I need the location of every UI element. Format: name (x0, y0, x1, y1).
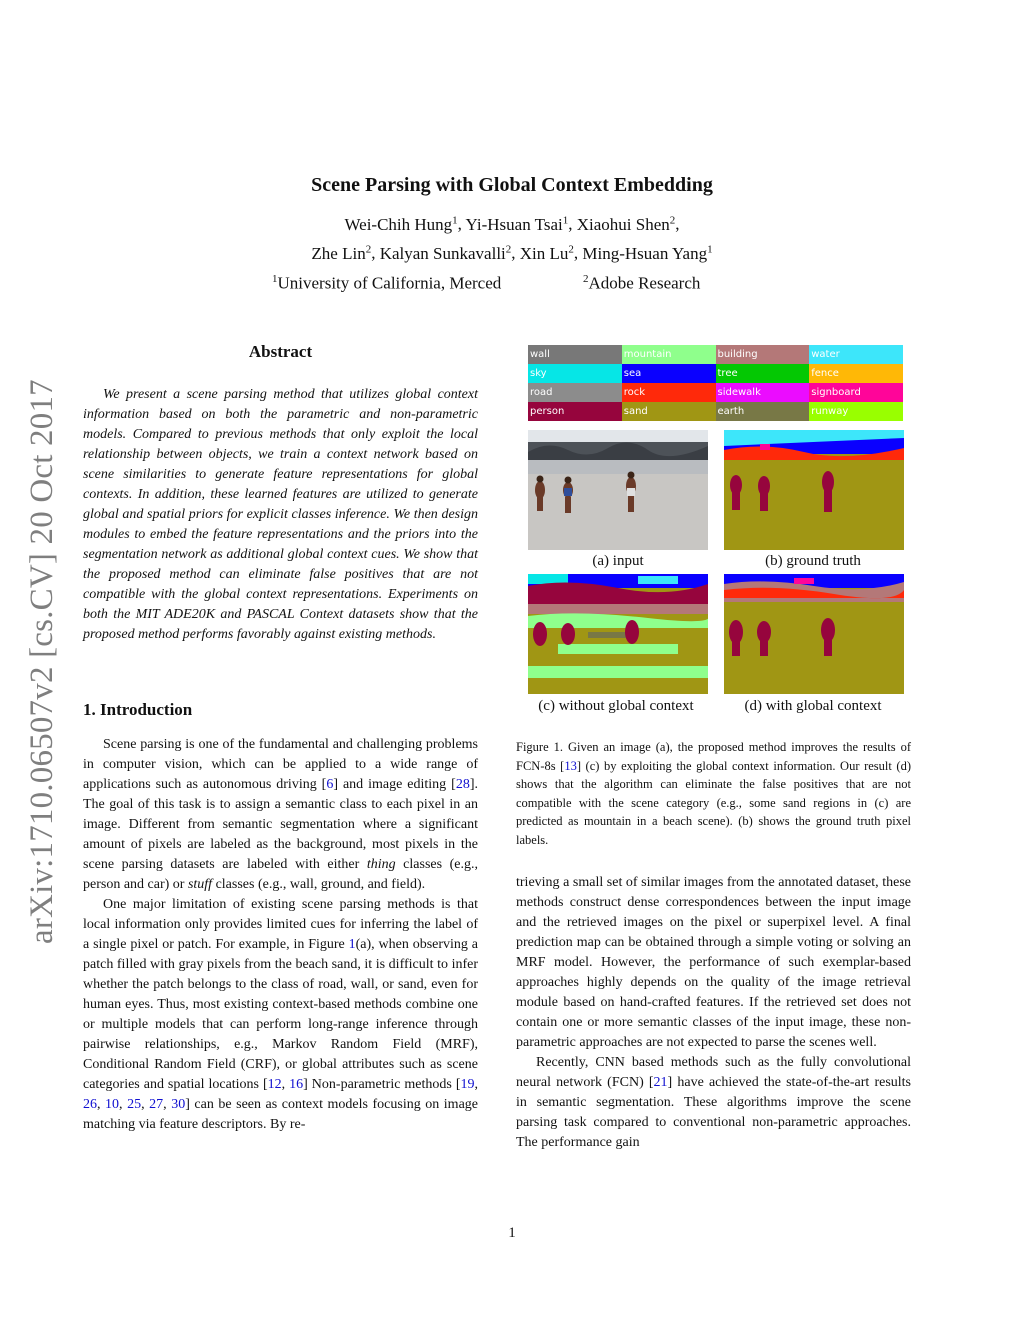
legend-item-runway: runway (809, 402, 903, 421)
citation-link[interactable]: 12 (267, 1077, 282, 1092)
legend-item-sand: sand (622, 402, 716, 421)
figure-panel-without-global-context (528, 574, 708, 694)
citation-link[interactable]: 26 (83, 1097, 97, 1112)
legend-item-sky: sky (528, 364, 622, 383)
intro-paragraph-2: One major limitation of existing scene parsing methods is that local information only provides limited cues for inferring the label of a single pixel or patch. For example, in Figure 1(a), when observing a patch filled with gray pixels from the beach sand, it is difficult to infer whether the patch belongs to the class of road, wall, or sand, even for human eyes. Thus, most existing context-based methods combine one or multiple models that can perform long-range inference through pairwise relationships, e.g., Markov Random Field (MRF), Conditional Random Field (CRF), or global attributes such as scene categories and spatial locations [12, 16] Non-parametric methods [19, 26, 10, 25, 27, 30] can be seen as context models focusing on image matching via feature descriptors. By re- (83, 897, 479, 1132)
arxiv-identifier: arXiv:1710.06507v2 [cs.CV] 20 Oct 2017 (24, 379, 60, 944)
author-name: Wei-Chih Hung$^1$ (344, 214, 458, 234)
affiliation-2: $^2$Adobe Research (583, 273, 701, 293)
caption-b: (b) ground truth (765, 553, 861, 569)
emphasis-text: thing (366, 857, 396, 872)
citation-link[interactable]: 27 (149, 1097, 164, 1112)
legend-item-road: road (528, 383, 622, 402)
citation-link[interactable]: 28 (455, 777, 470, 792)
legend-item-fence: fence (809, 364, 903, 383)
figure-panel-ground-truth (724, 430, 904, 550)
emphasis-text: stuff (187, 877, 213, 892)
page-number: 1 (508, 1225, 516, 1241)
citation-link[interactable]: 1 (348, 937, 356, 952)
legend-item-sea: sea (622, 364, 716, 383)
author-name: Yi-Hsuan Tsai$^1$ (465, 214, 569, 234)
figure-caption: Figure 1. Given an image (a), the proposed method improves the results of FCN-8s [13] (c) by exploiting the global context information. Our result (d) shows that the algorithm can eliminate the false positives that are not compatible with the scene category (e.g., some sand regions in (c) are predicted as mountain in a beach scene). (b) shows the ground truth pixel labels. (516, 740, 911, 847)
legend-item-water: water (809, 345, 903, 364)
section-heading-introduction: 1. Introduction (83, 700, 193, 719)
figure-panel-input-image (528, 430, 708, 550)
citation-link[interactable]: 21 (653, 1075, 668, 1090)
legend-item-mountain: mountain (622, 345, 716, 364)
right-paragraph-2: Recently, CNN based methods such as the fully convolutional neural network (FCN) [21] have achieved the state-of-the-art results in semantic segmentation. These algorithms improve the scene parsing task compared to conventional non-parametric approaches. The performance gain (516, 1055, 911, 1150)
class-color-legend (528, 345, 903, 421)
author-name: Ming-Hsuan Yang$^1$ (582, 243, 713, 263)
legend-item-sidewalk: sidewalk (716, 383, 810, 402)
abstract-text: We present a scene parsing method that utilizes global context information based on both the parametric and non-parametric models. Compared to previous methods that only exploit the local relationship between objects, we train a context network based on scene similarities to generate feature representations for global contexts. In addition, these learned features are utilized to generate global and spatial priors for explicit classes inference. We then design modules to embed the feature representations and the priors into the segmentation network as additional global context cues. We show that the proposed method can eliminate false positives that are not compatible with the global context representations. Experiments on both the MIT ADE20K and PASCAL Context datasets show that the proposed method performs favorably against existing methods. (83, 387, 478, 642)
caption-c: (c) without global context (538, 698, 694, 714)
figure-panel-with-global-context (724, 574, 904, 694)
right-column-body (516, 873, 911, 1153)
citation-link[interactable]: 10 (105, 1097, 120, 1112)
legend-item-person: person (528, 402, 622, 421)
legend-item-rock: rock (622, 383, 716, 402)
abstract-heading: Abstract (248, 342, 313, 361)
citation-link[interactable]: 13 (564, 758, 577, 773)
paper-title: Scene Parsing with Global Context Embedding (311, 174, 713, 196)
author-name: Xin Lu$^2$ (519, 243, 574, 263)
intro-paragraph-1: Scene parsing is one of the fundamental and challenging problems in computer vision, which can be applied to a wide range of applications such as autonomous driving [6] and image editing [28]. The goal of this task is to assign a semantic class to each pixel in an image. Different from semantic segmentation where a significant amount of pixels are labeled as the background, most pixels in the scene parsing datasets are labeled with either thing classes (e.g., person and car) or stuff classes (e.g., wall, ground, and field). (83, 737, 478, 892)
affiliation-1: $^1$University of California, Merced (272, 273, 502, 293)
citation-link[interactable]: 25 (127, 1097, 142, 1112)
citation-link[interactable]: 19 (460, 1077, 475, 1092)
introduction-body (83, 735, 478, 1135)
author-line-2: Zhe Lin$^2$, Kalyan Sunkavalli$^2$, Xin Lu$^2$, Ming-Hsuan Yang$^1$ (311, 243, 713, 263)
legend-item-earth: earth (716, 402, 810, 421)
author-name: Kalyan Sunkavalli$^2$ (379, 243, 512, 263)
citation-link[interactable]: 16 (289, 1077, 304, 1092)
caption-a: (a) input (592, 553, 644, 569)
author-name: Zhe Lin$^2$ (311, 243, 372, 263)
right-paragraph-1: trieving a small set of similar images from the annotated dataset, these methods construct dense correspondences between the input image and the retrieved images on the pixel or superpixel level. A final prediction map can be obtained through a simple voting or solving an MRF model. However, the performance of such exemplar-based approaches highly depends on the quality of the image retrieval module based on hand-crafted features. If the retrieved set does not contain one or more semantic classes of the input image, these non-parametric approaches are not expected to parse the scenes well. (516, 875, 911, 1050)
legend-item-signboard: signboard (809, 383, 903, 402)
citation-link[interactable]: 6 (326, 777, 334, 792)
caption-d: (d) with global context (744, 698, 882, 714)
author-line-1: Wei-Chih Hung$^1$, Yi-Hsuan Tsai$^1$, Xiaohui Shen$^2$, (344, 214, 680, 234)
author-name: Xiaohui Shen$^2$ (576, 214, 676, 234)
legend-item-building: building (716, 345, 810, 364)
citation-link[interactable]: 30 (171, 1097, 186, 1112)
legend-item-wall: wall (528, 345, 622, 364)
legend-item-tree: tree (716, 364, 810, 383)
